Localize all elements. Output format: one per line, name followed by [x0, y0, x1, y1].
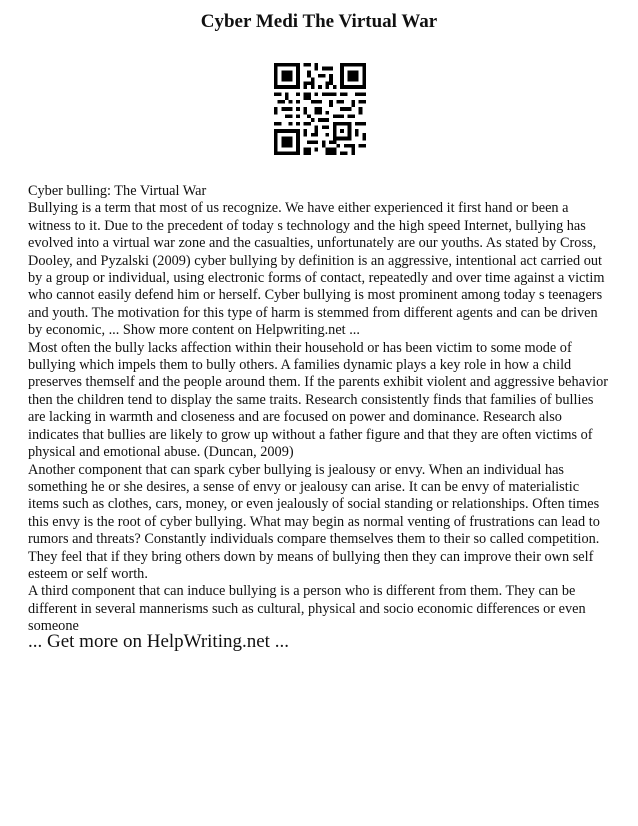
qr-code-icon[interactable] — [274, 63, 366, 155]
paragraph: Bullying is a term that most of us recognize. We have either experienced it first hand or been a witness to it. Due to the precedent of today s technology and the high speed Internet, bullying has evolved into a virtual war zone and the casualties, unfortunately are our youths. As stated by Cross, Dooley, and Pyzalski (2009) cyber bullying by definition is an aggressive, intentional act carried out by a group or individual, using electronic forms of contact, repeatedly and over time against a victim who cannot easily defend him or herself. Cyber bullying is most prominent among today s teenagers and youth. The motivation for this type of harm is stemmed from different agents and can be driven by economic, ... Show more content on Helpwriting.net ... — [28, 200, 605, 339]
paragraph: A third component that can induce bullying is a person who is different from them. They can be different in several mannerisms such as cultural, physical and socio economic differences or even someone — [28, 583, 586, 635]
paragraph: Most often the bully lacks affection within their household or has been victim to some mode of bullying which impels them to bully others. A families dynamic plays a key role in how a child preserves themself and the people around them. If the parents exhibit violent and aggressive behavior then the children tend to display the same traits. Research consistently finds that families of bullies are lacking in warmth and closeness and are focused on power and dominance. Research also indicates that bullies are likely to grow up without a father figure and that they are often victims of physical and emotional abuse. (Duncan, 2009) — [28, 339, 609, 461]
document-body — [28, 183, 612, 636]
paragraph-heading: Cyber bulling: The Virtual War — [28, 183, 207, 199]
page-title: Cyber Medi The Virtual War — [200, 11, 438, 32]
get-more-link[interactable]: ... Get more on HelpWriting.net ... — [28, 631, 289, 652]
paragraph: Another component that can spark cyber bullying is jealousy or envy. When an individual has something he or she desires, a sense of envy or jealousy can arise. It can be envy of materialistic items such as clothes, cars, money, or even jealously of social standing or relationships. Often times this envy is the root of cyber bullying. What may begin as normal venting of frustrations can lead to rumors and threats? Constantly individuals compare themselves them to their so called competition. They feel that if they bring others down by means of bullying then they can improve their own self esteem or self worth. — [28, 461, 600, 582]
